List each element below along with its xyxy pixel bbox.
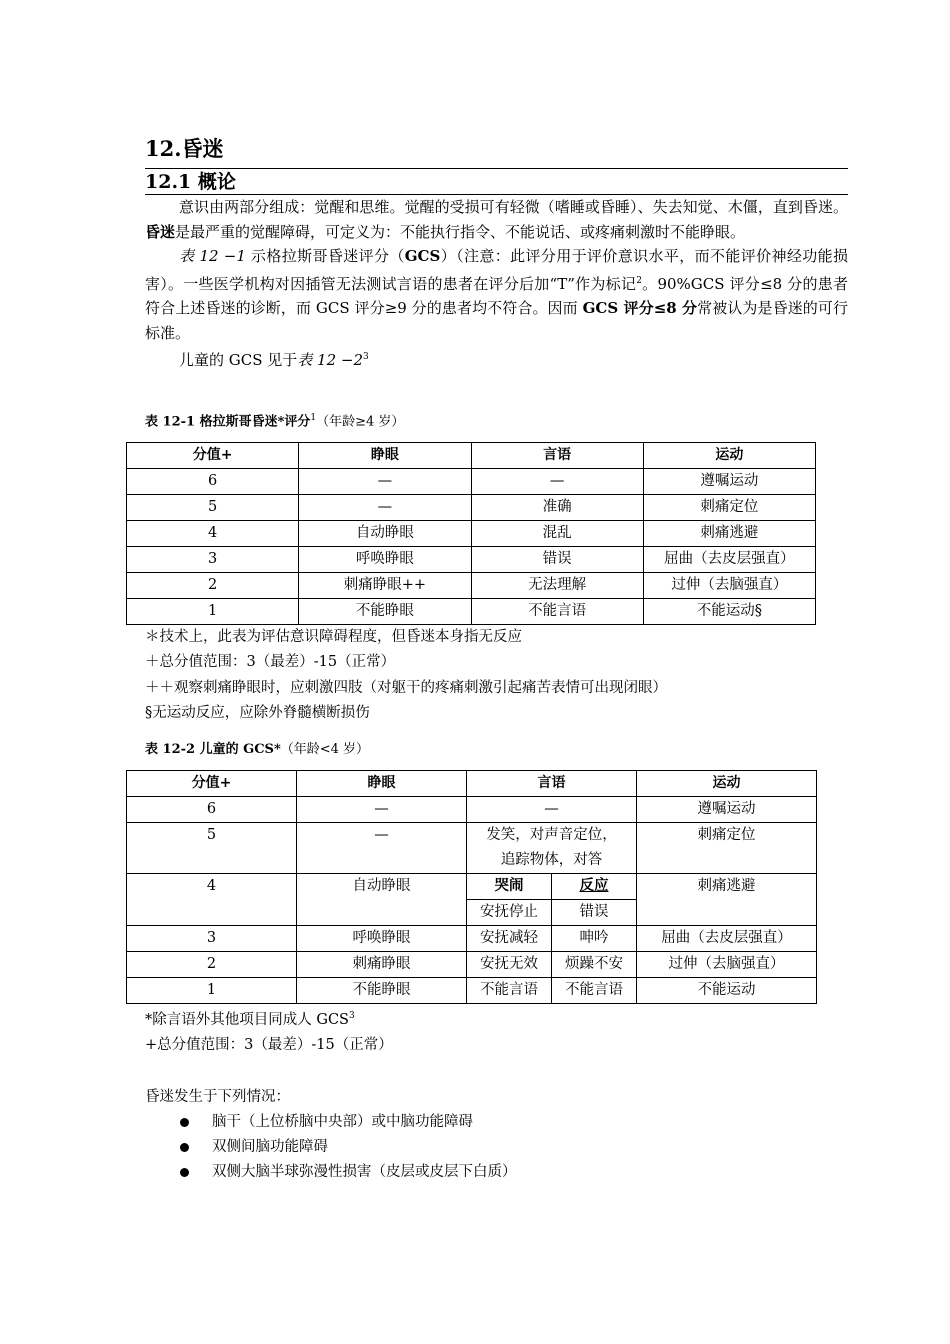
table-cell: — [299,468,471,494]
list-item: 脑干（上位桥脑中央部）或中脑功能障碍 [145,1110,848,1135]
table-cell: 屈曲（去皮层强直） [643,546,815,572]
table-cell: 错误 [471,546,643,572]
table-cell: 1 [127,598,299,624]
table-row [127,873,817,899]
table-row [127,925,817,951]
table-1-note: ＊技术上，此表为评估意识障碍程度，但昏迷本身指无反应 [145,628,522,645]
table-cell: 4 [127,873,297,925]
table-cell: 不能运动§ [643,598,815,624]
table-cell: 过伸（去脑强直） [637,951,817,977]
table-cell: 遵嘱运动 [643,468,815,494]
table-cell: — [467,796,637,822]
table-cell: 不能运动 [637,977,817,1003]
paragraph-2: 表 12 −1 示格拉斯哥昏迷评分（GCS）（注意：此评分用于评价意识水平，而不能评价神经功能损害）。一些医学机构对因插管无法测试言语的患者在评分后加“T”作为标记$^2$。90%GCS 评分≤8 分的患者符合上述昏迷的诊断，而 GCS 评分≥9 分的患者均不符合。因而 GCS 评分≤8 分常被认为是昏迷的可行标准。 [145,247,848,342]
list-item: 双侧大脑半球弥漫性损害（皮层或皮层下白质） [145,1160,848,1185]
table-cell: 4 [127,520,299,546]
table-2-note: *除言语外其他项目同成人 GCS$^3$ [145,1010,355,1028]
table-row [127,796,817,822]
table-cell: 混乱 [471,520,643,546]
table-cell: — [297,796,467,822]
paragraph-3: 儿童的 GCS 见于表 $12 -2^3$ [179,351,369,369]
table-cell: 遵嘱运动 [637,796,817,822]
table-1-note: §无运动反应，应除外脊髓横断损伤 [145,705,370,722]
table-cell: 不能言语 [471,598,643,624]
table-cell: 6 [127,468,299,494]
table-header-row [127,770,817,796]
table-row [127,494,816,520]
table-cell: 无法理解 [471,572,643,598]
table-cell: 不能言语 [552,977,637,1003]
table-1-caption: 表 12-1 格拉斯哥昏迷*评分$^1$（年龄≥4 岁） [145,412,405,429]
causes-intro: 昏迷发生于下列情况： [145,1088,290,1105]
table-cell: 6 [127,796,297,822]
table-cell: 呼唤睁眼 [297,925,467,951]
table-cell: 发笑，对声音定位， 追踪物体，对答 [467,822,637,873]
gcs-table [126,442,816,625]
table-cell: 3 [127,925,297,951]
table-cell: 言语 [471,442,643,468]
table-cell: 反应 [552,873,637,899]
table-cell: 哭闹 [467,873,552,899]
document-page [145,130,848,1185]
table-cell: 分值+ [127,770,297,796]
table-cell: 准确 [471,494,643,520]
table-1-note: ＋总分值范围：3（最差）-15（正常） [145,654,396,671]
pediatric-gcs-table [126,770,817,1004]
table-cell: 1 [127,977,297,1003]
causes-list [145,1110,848,1185]
table-cell: 安抚停止 [467,899,552,925]
table-cell: 睁眼 [297,770,467,796]
table-cell: 5 [127,494,299,520]
table-row [127,598,816,624]
section-title: 12.1 概论 [145,168,848,195]
table-cell: 睁眼 [299,442,471,468]
table-cell: 错误 [552,899,637,925]
table-cell: 运动 [637,770,817,796]
table-cell: 刺痛逃避 [637,873,817,925]
table-1-note: ＋＋观察刺痛睁眼时，应刺激四肢（对躯干的疼痛刺激引起痛苦表情可出现闭眼） [145,679,667,696]
table-2-caption: 表 12-2 儿童的 GCS*（年龄<4 岁） [145,741,370,757]
table-row [127,546,816,572]
table-cell: 安抚减轻 [467,925,552,951]
table-cell: 自动睁眼 [299,520,471,546]
bullet-icon [180,1168,189,1177]
table-cell: — [299,494,471,520]
table-cell: 刺痛定位 [637,822,817,873]
table-row [127,520,816,546]
table-cell: 刺痛定位 [643,494,815,520]
table-cell: 运动 [643,442,815,468]
table-header-row [127,442,816,468]
table-cell: 不能睁眼 [297,977,467,1003]
table-cell: 言语 [467,770,637,796]
table-row [127,977,817,1003]
table-row [127,951,817,977]
table-row [127,822,817,873]
table-cell: 不能睁眼 [299,598,471,624]
chapter-title: 12.昏迷 [145,136,224,161]
table-cell: 2 [127,572,299,598]
table-cell: 分值+ [127,442,299,468]
table-cell: — [297,822,467,873]
table-cell: 烦躁不安 [552,951,637,977]
table-cell: 刺痛逃避 [643,520,815,546]
table-cell: — [471,468,643,494]
table-cell: 屈曲（去皮层强直） [637,925,817,951]
table-cell: 呻吟 [552,925,637,951]
table-row [127,468,816,494]
table-cell: 刺痛睁眼 [297,951,467,977]
table-cell: 2 [127,951,297,977]
list-item: 双侧间脑功能障碍 [145,1135,848,1160]
table-cell: 不能言语 [467,977,552,1003]
table-cell: 呼唤睁眼 [299,546,471,572]
table-cell: 刺痛睁眼++ [299,572,471,598]
paragraph-1: 意识由两部分组成：觉醒和思维。觉醒的受损可有轻微（嗜睡或昏睡）、失去知觉、木僵，直到昏迷。昏迷是最严重的觉醒障碍，可定义为：不能执行指令、不能说话、或疼痛刺激时不能睁眼。 [145,198,848,241]
table-2-note: +总分值范围：3（最差）-15（正常） [145,1037,393,1054]
bullet-icon [180,1143,189,1152]
table-row [127,572,816,598]
table-cell: 自动睁眼 [297,873,467,925]
table-cell: 安抚无效 [467,951,552,977]
bullet-icon [180,1118,189,1127]
table-cell: 过伸（去脑强直） [643,572,815,598]
table-cell: 3 [127,546,299,572]
table-cell: 5 [127,822,297,873]
